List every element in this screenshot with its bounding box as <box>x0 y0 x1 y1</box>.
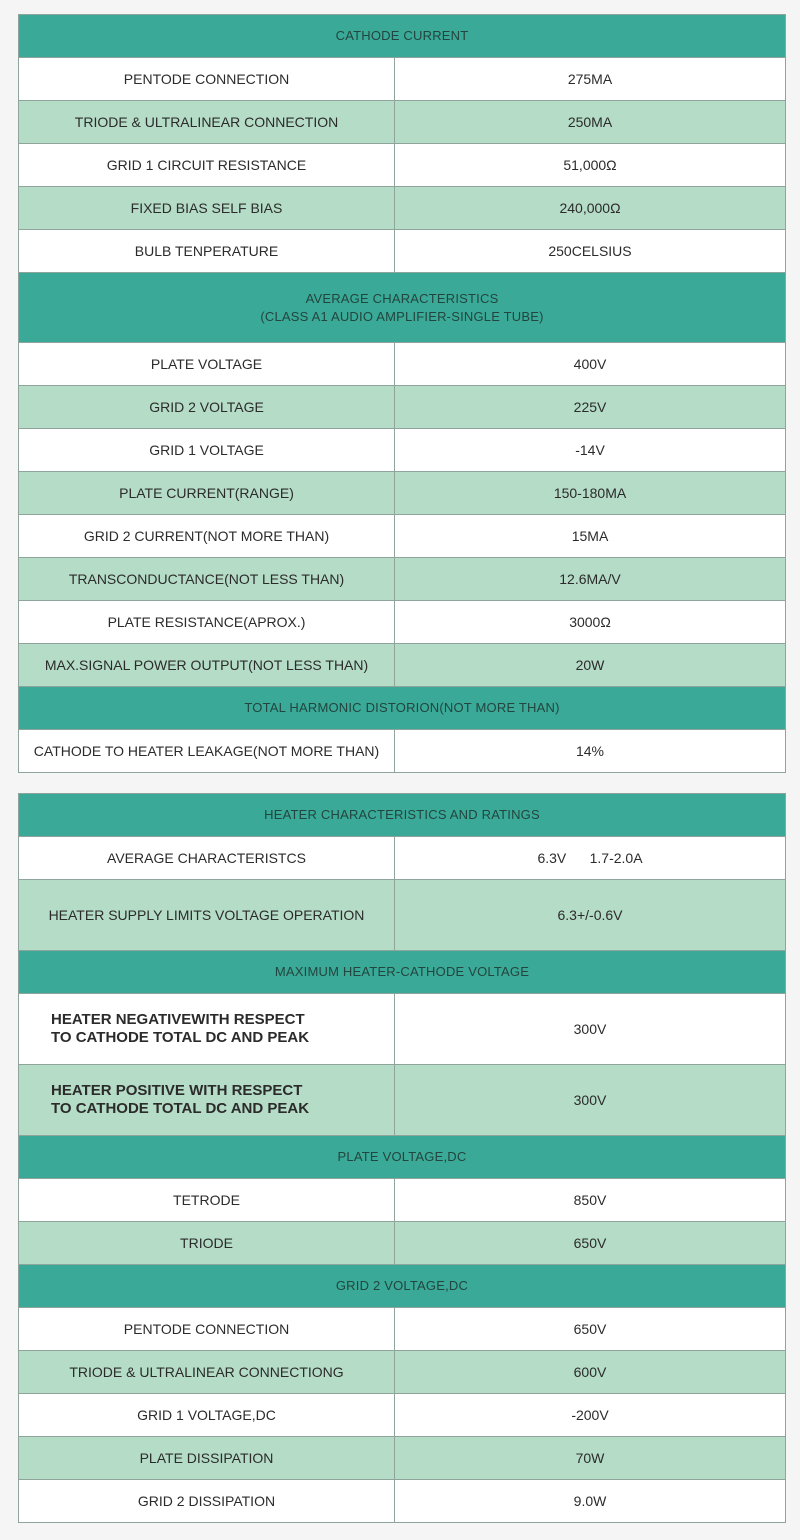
row-value: 250MA <box>395 101 786 144</box>
table-row <box>19 1394 786 1437</box>
section-title <box>19 273 786 343</box>
table-row <box>19 187 786 230</box>
table-row <box>19 644 786 687</box>
section-title: PLATE VOLTAGE,DC <box>19 1136 786 1179</box>
table-row <box>19 730 786 773</box>
table-row <box>19 230 786 273</box>
section-title-line-1: AVERAGE CHARACTERISTICS <box>305 290 499 306</box>
row-label: TETRODE <box>19 1179 395 1222</box>
row-label: PLATE CURRENT(RANGE) <box>19 472 395 515</box>
row-label: GRID 2 DISSIPATION <box>19 1480 395 1523</box>
table-row <box>19 343 786 386</box>
row-value: 650V <box>395 1308 786 1351</box>
table-row <box>19 429 786 472</box>
table-row <box>19 101 786 144</box>
row-value: -200V <box>395 1394 786 1437</box>
row-label-line-1: HEATER NEGATIVEWITH RESPECT <box>51 1011 305 1028</box>
section-title: CATHODE CURRENT <box>19 15 786 58</box>
row-value: 51,000Ω <box>395 144 786 187</box>
table-row <box>19 1480 786 1523</box>
table-row <box>19 58 786 101</box>
tube-spec-table-2 <box>18 793 786 1523</box>
row-value: 150-180MA <box>395 472 786 515</box>
section-header-max-heater-cathode <box>19 951 786 994</box>
row-label: GRID 1 VOLTAGE <box>19 429 395 472</box>
row-label: FIXED BIAS SELF BIAS <box>19 187 395 230</box>
row-label: PENTODE CONNECTION <box>19 1308 395 1351</box>
row-label: MAX.SIGNAL POWER OUTPUT(NOT LESS THAN) <box>19 644 395 687</box>
table-row <box>19 1437 786 1480</box>
row-value: 6.3V 1.7-2.0A <box>395 837 786 880</box>
row-label: TRIODE & ULTRALINEAR CONNECTIONG <box>19 1351 395 1394</box>
row-label: AVERAGE CHARACTERISTCS <box>19 837 395 880</box>
table-row <box>19 386 786 429</box>
table-row <box>19 1351 786 1394</box>
table-row <box>19 144 786 187</box>
table-row <box>19 994 786 1065</box>
table-row <box>19 837 786 880</box>
table-row <box>19 1065 786 1136</box>
row-label: PLATE RESISTANCE(APROX.) <box>19 601 395 644</box>
row-value: 9.0W <box>395 1480 786 1523</box>
row-value: 225V <box>395 386 786 429</box>
section-title: TOTAL HARMONIC DISTORION(NOT MORE THAN) <box>19 687 786 730</box>
row-label: TRIODE & ULTRALINEAR CONNECTION <box>19 101 395 144</box>
row-label: GRID 2 CURRENT(NOT MORE THAN) <box>19 515 395 558</box>
row-value: 15MA <box>395 515 786 558</box>
section-title: MAXIMUM HEATER-CATHODE VOLTAGE <box>19 951 786 994</box>
row-value: 240,000Ω <box>395 187 786 230</box>
section-title: HEATER CHARACTERISTICS AND RATINGS <box>19 794 786 837</box>
row-label <box>19 1065 395 1136</box>
row-label: PLATE VOLTAGE <box>19 343 395 386</box>
row-label: HEATER SUPPLY LIMITS VOLTAGE OPERATION <box>19 880 395 951</box>
row-value: 250CELSIUS <box>395 230 786 273</box>
row-value: 275MA <box>395 58 786 101</box>
section-header-plate-voltage-dc <box>19 1136 786 1179</box>
row-value: -14V <box>395 429 786 472</box>
row-label-line-2: TO CATHODE TOTAL DC AND PEAK <box>51 1029 310 1046</box>
row-value: 70W <box>395 1437 786 1480</box>
table-row <box>19 515 786 558</box>
row-value: 300V <box>395 994 786 1065</box>
row-label: PENTODE CONNECTION <box>19 58 395 101</box>
table-row <box>19 1222 786 1265</box>
section-header-cathode-current <box>19 15 786 58</box>
section-header-heater <box>19 794 786 837</box>
table-row <box>19 558 786 601</box>
row-value: 600V <box>395 1351 786 1394</box>
tube-spec-table-1 <box>18 14 786 773</box>
row-value: 20W <box>395 644 786 687</box>
row-label-line-2: TO CATHODE TOTAL DC AND PEAK <box>51 1100 310 1117</box>
row-value: 3000Ω <box>395 601 786 644</box>
row-label: GRID 1 CIRCUIT RESISTANCE <box>19 144 395 187</box>
row-value: 650V <box>395 1222 786 1265</box>
row-label: GRID 1 VOLTAGE,DC <box>19 1394 395 1437</box>
row-value: 300V <box>395 1065 786 1136</box>
row-value: 400V <box>395 343 786 386</box>
row-label: GRID 2 VOLTAGE <box>19 386 395 429</box>
row-value: 6.3+/-0.6V <box>395 880 786 951</box>
section-header-average-characteristics <box>19 273 786 343</box>
row-label: BULB TENPERATURE <box>19 230 395 273</box>
table-row <box>19 880 786 951</box>
table-row <box>19 601 786 644</box>
row-value: 12.6MA/V <box>395 558 786 601</box>
table-row <box>19 1308 786 1351</box>
row-label <box>19 994 395 1065</box>
row-label-line-1: HEATER POSITIVE WITH RESPECT <box>51 1082 303 1099</box>
row-value: 14% <box>395 730 786 773</box>
row-value: 850V <box>395 1179 786 1222</box>
table-row <box>19 1179 786 1222</box>
row-label: TRIODE <box>19 1222 395 1265</box>
row-label: TRANSCONDUCTANCE(NOT LESS THAN) <box>19 558 395 601</box>
section-header-total-harmonic <box>19 687 786 730</box>
section-title-line-2: (CLASS A1 AUDIO AMPLIFIER-SINGLE TUBE) <box>260 308 544 324</box>
row-label: CATHODE TO HEATER LEAKAGE(NOT MORE THAN) <box>19 730 395 773</box>
table-row <box>19 472 786 515</box>
row-label: PLATE DISSIPATION <box>19 1437 395 1480</box>
section-title: GRID 2 VOLTAGE,DC <box>19 1265 786 1308</box>
section-header-grid2-voltage-dc <box>19 1265 786 1308</box>
